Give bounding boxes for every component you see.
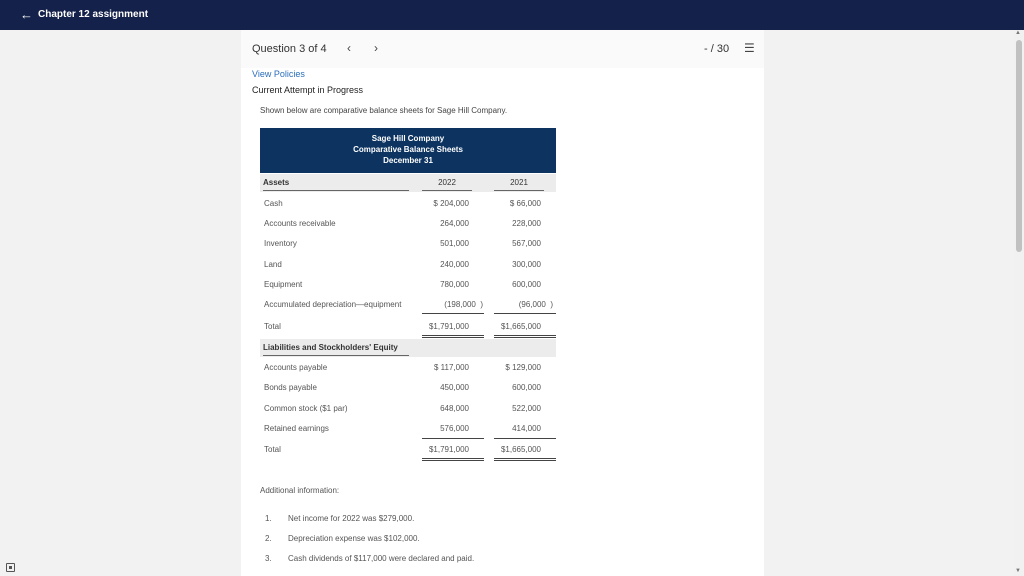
- value-2022: (198,000 ): [444, 300, 483, 309]
- total-underline: [422, 335, 484, 336]
- total-underline: [494, 335, 556, 336]
- value-2021: (96,000 ): [518, 300, 553, 309]
- value-2022: 648,000: [440, 404, 469, 413]
- value-2021: 228,000: [512, 219, 541, 228]
- value-2021: $1,665,000: [500, 322, 541, 331]
- scroll-up-icon[interactable]: ▲: [1015, 30, 1021, 36]
- company-name: Sage Hill Company: [371, 134, 445, 143]
- assignment-title[interactable]: Chapter 12 assignment: [38, 9, 149, 20]
- subtotal-line: [494, 438, 556, 439]
- attempt-status: Current Attempt in Progress: [252, 85, 364, 95]
- total-underline: [422, 458, 484, 459]
- value-2022: 780,000: [440, 280, 469, 289]
- additional-info-label: Additional information:: [260, 486, 340, 495]
- chevron-right-icon[interactable]: ›: [374, 41, 378, 55]
- col-2021-header: 2021: [510, 178, 528, 187]
- value-2022: $ 117,000: [434, 363, 469, 372]
- note-text: Net income for 2022 was $279,000.: [288, 514, 415, 523]
- value-2021: 567,000: [512, 239, 541, 248]
- liabilities-header: Liabilities and Stockholders' Equity: [263, 343, 398, 352]
- col-underline: [494, 190, 544, 191]
- value-2022: 576,000: [440, 424, 469, 433]
- assets-header-row: [260, 174, 556, 192]
- note-number: 2.: [265, 534, 272, 543]
- value-2021: $ 129,000: [505, 363, 541, 372]
- note-number: 3.: [265, 554, 272, 563]
- row-label: Total: [264, 445, 281, 454]
- value-2021: 522,000: [512, 404, 541, 413]
- total-underline: [494, 337, 556, 338]
- note-number: 1.: [265, 514, 272, 523]
- value-2022: 240,000: [440, 260, 469, 269]
- row-label: Total: [264, 322, 281, 331]
- value-2021: $ 66,000: [509, 199, 541, 208]
- header-underline: [263, 190, 409, 191]
- back-arrow-icon[interactable]: ←: [20, 7, 33, 22]
- page-scrollbar[interactable]: [1014, 30, 1024, 576]
- assets-header: Assets: [263, 178, 290, 187]
- row-label: Equipment: [264, 280, 303, 289]
- note-text: Depreciation expense was $102,000.: [288, 534, 420, 543]
- value-2022: 450,000: [440, 383, 469, 392]
- row-label: Accumulated depreciation—equipment: [264, 300, 402, 309]
- total-underline: [494, 460, 556, 461]
- row-label: Inventory: [264, 239, 297, 248]
- liabilities-header-row: [260, 339, 556, 357]
- total-underline: [422, 460, 484, 461]
- value-2021: 300,000: [512, 260, 541, 269]
- value-2022: 264,000: [440, 219, 469, 228]
- value-2021: 414,000: [512, 424, 541, 433]
- row-label: Accounts receivable: [264, 219, 336, 228]
- question-list-icon[interactable]: ☰: [744, 41, 755, 55]
- scroll-down-icon[interactable]: ▼: [1015, 568, 1021, 574]
- row-label: Retained earnings: [264, 424, 329, 433]
- subtotal-line: [422, 438, 484, 439]
- row-label: Common stock ($1 par): [264, 404, 348, 413]
- row-label: Bonds payable: [264, 383, 317, 392]
- total-underline: [422, 337, 484, 338]
- value-2022: $ 204,000: [433, 199, 469, 208]
- subtotal-line: [494, 313, 556, 314]
- col-2022-header: 2022: [438, 178, 456, 187]
- row-label: Land: [264, 260, 282, 269]
- row-label: Accounts payable: [264, 363, 328, 372]
- value-2022: $1,791,000: [428, 322, 469, 331]
- row-label: Cash: [264, 199, 283, 208]
- question-intro: Shown below are comparative balance sheets for Sage Hill Company.: [260, 106, 508, 115]
- score-display: - / 30: [704, 43, 730, 55]
- header-underline: [263, 355, 409, 356]
- value-2022: $1,791,000: [428, 445, 469, 454]
- value-2021: $1,665,000: [500, 445, 541, 454]
- question-number: Question 3 of 4: [252, 43, 327, 55]
- value-2021: 600,000: [512, 383, 541, 392]
- chevron-left-icon[interactable]: ‹: [347, 41, 351, 55]
- accessibility-icon[interactable]: [6, 563, 15, 572]
- value-2021: 600,000: [512, 280, 541, 289]
- total-underline: [494, 458, 556, 459]
- value-2022: 501,000: [440, 239, 469, 248]
- sheet-date: December 31: [383, 156, 433, 165]
- view-policies-link[interactable]: View Policies: [252, 69, 305, 79]
- balance-sheet-title: [260, 128, 556, 173]
- col-underline: [422, 190, 472, 191]
- top-bar: [0, 0, 1024, 30]
- note-text: Cash dividends of $117,000 were declared and paid.: [288, 554, 475, 563]
- subtotal-line: [422, 313, 484, 314]
- question-header: [241, 30, 764, 68]
- scroll-thumb[interactable]: [1016, 40, 1022, 252]
- question-panel: [241, 30, 764, 576]
- sheet-name: Comparative Balance Sheets: [353, 145, 463, 154]
